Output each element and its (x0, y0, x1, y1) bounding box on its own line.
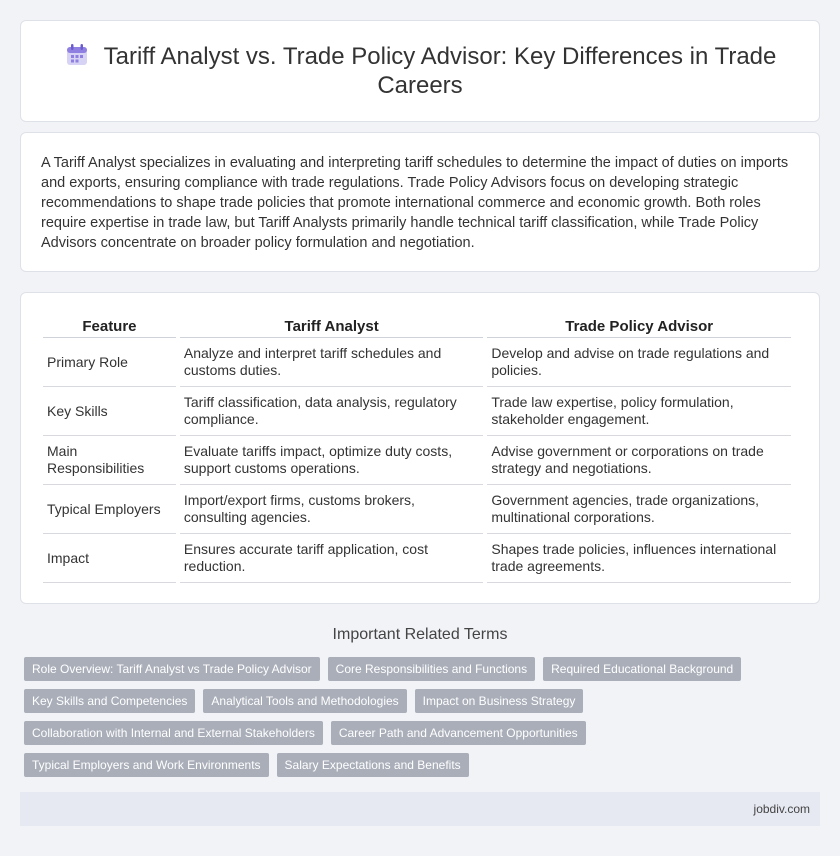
intro-card (20, 132, 820, 272)
tag-collaboration[interactable]: Collaboration with Internal and External Stakeholders (24, 721, 323, 745)
table-row (43, 387, 791, 436)
tag-role-overview[interactable]: Role Overview: Tariff Analyst vs Trade Policy Advisor (24, 657, 320, 681)
tag-row (24, 689, 824, 713)
table-row (43, 485, 791, 534)
table-row (43, 534, 791, 583)
trade-policy-advisor-cell: Government agencies, trade organizations, multinational corporations. (487, 485, 791, 534)
table-row (43, 436, 791, 485)
title-card (20, 20, 820, 122)
feature-cell: Main Responsibilities (43, 436, 176, 485)
related-terms-tags (24, 657, 824, 785)
tariff-analyst-cell: Tariff classification, data analysis, regulatory compliance. (180, 387, 483, 436)
calendar-icon (64, 42, 90, 68)
feature-cell: Key Skills (43, 387, 176, 436)
comparison-table (39, 311, 795, 583)
footer (20, 792, 820, 826)
title-text: Tariff Analyst vs. Trade Policy Advisor: Key Differences in Trade Careers (103, 43, 777, 99)
tag-educational-background[interactable]: Required Educational Background (543, 657, 741, 681)
related-terms-title: Important Related Terms (332, 626, 508, 643)
tag-typical-employers[interactable]: Typical Employers and Work Environments (24, 753, 269, 777)
tariff-analyst-cell: Ensures accurate tariff application, cost reduction. (180, 534, 483, 583)
tag-row (24, 753, 824, 777)
tariff-analyst-cell: Analyze and interpret tariff schedules and customs duties. (180, 338, 483, 387)
tag-salary-expectations[interactable]: Salary Expectations and Benefits (277, 753, 469, 777)
page-title (60, 42, 780, 100)
header-feature: Feature (43, 311, 176, 338)
feature-cell: Impact (43, 534, 176, 583)
tariff-analyst-cell: Evaluate tariffs impact, optimize duty costs, support customs operations. (180, 436, 483, 485)
comparison-card (20, 292, 820, 604)
feature-cell: Primary Role (43, 338, 176, 387)
header-trade-policy-advisor: Trade Policy Advisor (487, 311, 791, 338)
table-row (43, 338, 791, 387)
trade-policy-advisor-cell: Shapes trade policies, influences international trade agreements. (487, 534, 791, 583)
footer-site[interactable]: jobdiv.com (753, 802, 810, 816)
tag-row (24, 721, 824, 745)
tag-core-responsibilities[interactable]: Core Responsibilities and Functions (328, 657, 535, 681)
header-tariff-analyst: Tariff Analyst (180, 311, 483, 338)
table-header-row (43, 311, 791, 338)
trade-policy-advisor-cell: Develop and advise on trade regulations and policies. (487, 338, 791, 387)
feature-cell: Typical Employers (43, 485, 176, 534)
tag-row (24, 657, 824, 681)
tag-career-path[interactable]: Career Path and Advancement Opportunities (331, 721, 586, 745)
tag-key-skills[interactable]: Key Skills and Competencies (24, 689, 195, 713)
intro-paragraph: A Tariff Analyst specializes in evaluating and interpreting tariff schedules to determine the impact of duties on imports and exports, ensuring compliance with trade regulations. Trade Policy Advisors focus on developing strategic recommendations to shape trade policies that promote international commerce and economic growth. Both roles require expertise in trade law, but Tariff Analysts primarily handle technical tariff classification, while Trade Policy Advisors concentrate on broader policy formulation and negotiation. (41, 155, 789, 251)
trade-policy-advisor-cell: Trade law expertise, policy formulation, stakeholder engagement. (487, 387, 791, 436)
trade-policy-advisor-cell: Advise government or corporations on trade strategy and negotiations. (487, 436, 791, 485)
tag-analytical-tools[interactable]: Analytical Tools and Methodologies (203, 689, 406, 713)
tariff-analyst-cell: Import/export firms, customs brokers, consulting agencies. (180, 485, 483, 534)
tag-business-strategy[interactable]: Impact on Business Strategy (415, 689, 584, 713)
